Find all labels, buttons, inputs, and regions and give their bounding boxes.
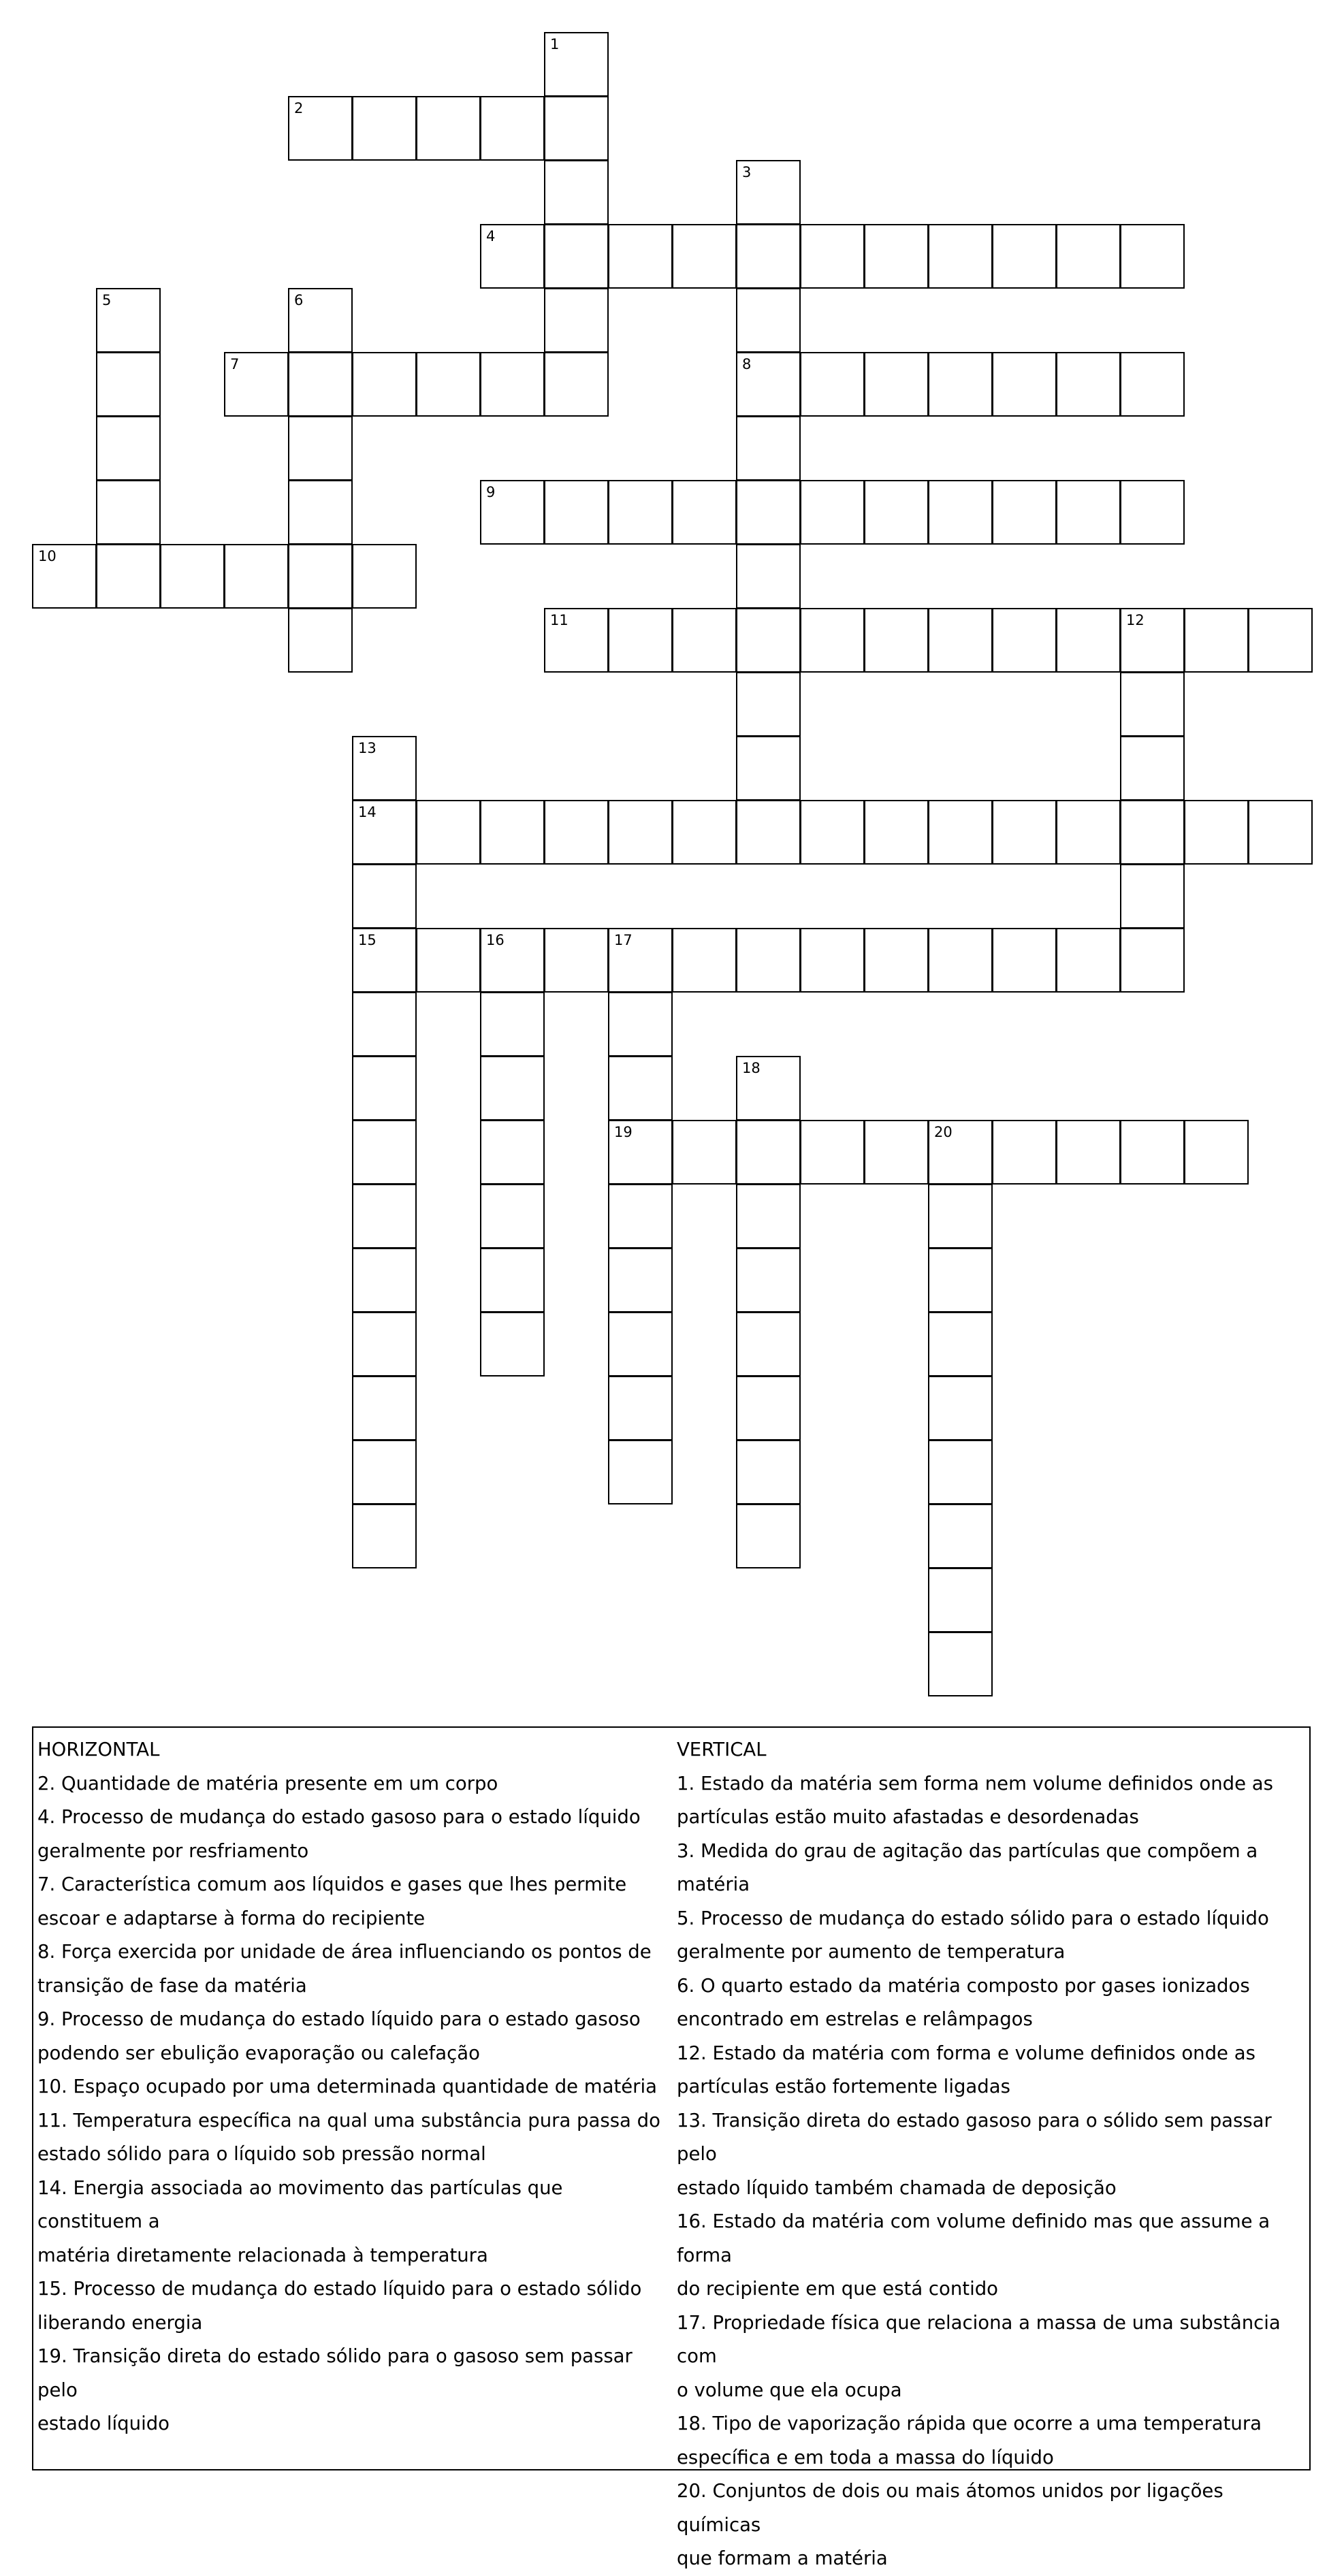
- crossword-cell[interactable]: [608, 1120, 673, 1185]
- crossword-cell[interactable]: [800, 480, 865, 545]
- crossword-cell[interactable]: [864, 480, 929, 545]
- crossword-cell[interactable]: [352, 800, 417, 865]
- clue-number: 19: [614, 1124, 633, 1140]
- clue-line: escoar e adaptarse à forma do recipiente: [37, 1907, 426, 1929]
- crossword-cell[interactable]: [736, 672, 801, 737]
- crossword-cell[interactable]: [928, 1568, 993, 1632]
- crossword-cell[interactable]: [608, 800, 673, 865]
- crossword-cell[interactable]: [928, 1632, 993, 1696]
- crossword-cell[interactable]: [96, 544, 161, 609]
- clue-number: 20: [934, 1124, 953, 1140]
- crossword-cell[interactable]: [1056, 928, 1121, 993]
- crossword-cell[interactable]: [608, 1248, 673, 1313]
- crossword-cell[interactable]: [608, 480, 673, 545]
- clue-line: 17. Propriedade física que relaciona a massa de uma substância com: [677, 2311, 1281, 2367]
- crossword-cell[interactable]: [480, 224, 545, 289]
- crossword-cell[interactable]: [672, 928, 737, 993]
- crossword-cell[interactable]: [608, 928, 673, 993]
- crossword-cell[interactable]: [736, 1120, 801, 1185]
- crossword-cell[interactable]: [96, 288, 161, 353]
- vertical-clue-list: [677, 1767, 1310, 2576]
- vertical-clues: [677, 1733, 1310, 2576]
- crossword-cell[interactable]: [352, 928, 417, 993]
- crossword-cell[interactable]: [1056, 224, 1121, 289]
- crossword-cell[interactable]: [800, 224, 865, 289]
- crossword-cell[interactable]: [96, 480, 161, 545]
- crossword-cell[interactable]: [608, 1312, 673, 1376]
- crossword-cell[interactable]: [608, 1440, 673, 1504]
- crossword-cell[interactable]: [736, 480, 801, 545]
- clue-line: 13. Transição direta do estado gasoso para o sólido sem passar pelo: [677, 2109, 1272, 2165]
- crossword-cell[interactable]: [1120, 1120, 1185, 1185]
- crossword-cell[interactable]: [736, 288, 801, 353]
- crossword-cell[interactable]: [992, 1120, 1057, 1185]
- clue-line: podendo ser ebulição evaporação ou calefação: [37, 2042, 480, 2064]
- crossword-cell[interactable]: [928, 480, 993, 545]
- horizontal-clue-list: [37, 1767, 671, 2441]
- crossword-cell[interactable]: [1248, 608, 1313, 673]
- clue-line: estado sólido para o líquido sob pressão normal: [37, 2143, 486, 2165]
- clue-number: 8: [742, 356, 752, 372]
- clue-line: 15. Processo de mudança do estado líquido para o estado sólido: [37, 2278, 642, 2300]
- crossword-cell[interactable]: [608, 1376, 673, 1440]
- crossword-cell[interactable]: [736, 352, 801, 417]
- crossword-cell[interactable]: [736, 1376, 801, 1440]
- crossword-cell[interactable]: [352, 96, 417, 161]
- crossword-cell[interactable]: [992, 608, 1057, 673]
- crossword-cell[interactable]: [1120, 608, 1185, 673]
- crossword-cell[interactable]: [800, 352, 865, 417]
- crossword-cell[interactable]: [544, 96, 609, 161]
- crossword-cell[interactable]: [672, 480, 737, 545]
- crossword-cell[interactable]: [224, 544, 289, 609]
- crossword-cell[interactable]: [736, 1248, 801, 1313]
- crossword-cell[interactable]: [480, 1248, 545, 1313]
- crossword-cell[interactable]: [736, 928, 801, 993]
- clue-line: 11. Temperatura específica na qual uma substância pura passa do: [37, 2109, 660, 2131]
- crossword-cell[interactable]: [608, 608, 673, 673]
- clue-line: 10. Espaço ocupado por uma determinada quantidade de matéria: [37, 2076, 657, 2097]
- crossword-cell[interactable]: [288, 544, 353, 609]
- crossword-cell[interactable]: [288, 416, 353, 481]
- clue-line: 19. Transição direta do estado sólido para o gasoso sem passar pelo: [37, 2345, 633, 2401]
- crossword-cell[interactable]: [480, 1056, 545, 1121]
- clue-line: 4. Processo de mudança do estado gasoso para o estado líquido: [37, 1806, 641, 1828]
- clue-number: 11: [550, 612, 569, 628]
- clue-line: o volume que ela ocupa: [677, 2379, 902, 2401]
- crossword-cell[interactable]: [352, 1312, 417, 1376]
- clue-line: estado líquido: [37, 2413, 170, 2434]
- crossword-cell[interactable]: [736, 800, 801, 865]
- crossword-cell[interactable]: [352, 1504, 417, 1568]
- crossword-cell[interactable]: [1056, 1120, 1121, 1185]
- crossword-cell[interactable]: [288, 480, 353, 545]
- crossword-cell[interactable]: [96, 416, 161, 481]
- crossword-cell[interactable]: [544, 288, 609, 353]
- clue-line: 6. O quarto estado da matéria composto por gases ionizados: [677, 1974, 1250, 1997]
- clues-box: [32, 1726, 1311, 2569]
- crossword-cell[interactable]: [288, 608, 353, 673]
- crossword-cell[interactable]: [480, 1312, 545, 1376]
- crossword-cell[interactable]: [480, 1184, 545, 1249]
- crossword-cell[interactable]: [544, 352, 609, 417]
- crossword-cell[interactable]: [608, 224, 673, 289]
- clue-line: 8. Força exercida por unidade de área influenciando os pontos de: [37, 1941, 652, 1963]
- crossword-cell[interactable]: [352, 544, 417, 609]
- crossword-cell[interactable]: [928, 928, 993, 993]
- crossword-cell[interactable]: [736, 160, 801, 225]
- crossword-cell[interactable]: [1120, 352, 1185, 417]
- crossword-cell[interactable]: [736, 224, 801, 289]
- crossword-cell[interactable]: [352, 1184, 417, 1249]
- clue-line: geralmente por aumento de temperatura: [677, 1941, 1066, 1963]
- crossword-cell[interactable]: [160, 544, 225, 609]
- clue-line: transição de fase da matéria: [37, 1974, 307, 1997]
- crossword-cell[interactable]: [864, 608, 929, 673]
- clue-line: 18. Tipo de vaporização rápida que ocorre a uma temperatura: [677, 2413, 1262, 2434]
- clue-line: liberando energia: [37, 2311, 203, 2334]
- crossword-cell[interactable]: [1056, 608, 1121, 673]
- crossword-cell[interactable]: [736, 1056, 801, 1121]
- crossword-cell[interactable]: [352, 1056, 417, 1121]
- crossword-cell[interactable]: [992, 800, 1057, 865]
- crossword-cell[interactable]: [480, 928, 545, 993]
- clue-line: matéria diretamente relacionada à temperatura: [37, 2244, 488, 2266]
- clue-number: 2: [294, 100, 304, 116]
- clue-number: 7: [230, 356, 240, 372]
- crossword-cell[interactable]: [928, 1248, 993, 1313]
- crossword-cell[interactable]: [928, 1312, 993, 1376]
- crossword-cell[interactable]: [1120, 224, 1185, 289]
- crossword-cell[interactable]: [224, 352, 289, 417]
- crossword-cell[interactable]: [288, 96, 353, 161]
- crossword-cell[interactable]: [928, 800, 993, 865]
- clue-number: 4: [486, 228, 496, 244]
- crossword-cell[interactable]: [800, 928, 865, 993]
- crossword-cell[interactable]: [992, 928, 1057, 993]
- crossword-cell[interactable]: [992, 224, 1057, 289]
- clue-line: específica e em toda a massa do líquido: [677, 2446, 1054, 2468]
- crossword-cell[interactable]: [928, 1440, 993, 1504]
- crossword-cell[interactable]: [800, 800, 865, 865]
- crossword-cell[interactable]: [800, 608, 865, 673]
- clue-line: partículas estão muito afastadas e desordenadas: [677, 1806, 1139, 1828]
- clue-number: 16: [486, 932, 505, 948]
- crossword-cell[interactable]: [928, 608, 993, 673]
- vertical-heading: VERTICAL: [677, 1739, 767, 1760]
- clue-number: 13: [358, 740, 377, 756]
- crossword-cell[interactable]: [544, 160, 609, 225]
- clue-number: 18: [742, 1060, 761, 1076]
- crossword-cell[interactable]: [1056, 352, 1121, 417]
- crossword-cell[interactable]: [928, 1504, 993, 1568]
- clue-line: 20. Conjuntos de dois ou mais átomos unidos por ligações químicas: [677, 2480, 1223, 2536]
- clue-line: encontrado em estrelas e relâmpagos: [677, 2008, 1033, 2030]
- crossword-cell[interactable]: [928, 352, 993, 417]
- crossword-cell[interactable]: [1120, 736, 1185, 801]
- clue-line: 12. Estado da matéria com forma e volume definidos onde as: [677, 2042, 1255, 2064]
- crossword-cell[interactable]: [736, 1504, 801, 1568]
- clue-line: 9. Processo de mudança do estado líquido para o estado gasoso: [37, 2008, 641, 2030]
- crossword-cell[interactable]: [736, 608, 801, 673]
- crossword-cell[interactable]: [416, 96, 481, 161]
- crossword-cell[interactable]: [608, 1184, 673, 1249]
- crossword-cell[interactable]: [352, 736, 417, 801]
- crossword-cell[interactable]: [352, 992, 417, 1057]
- crossword-cell[interactable]: [608, 992, 673, 1057]
- crossword-cell[interactable]: [1120, 672, 1185, 737]
- clue-line: geralmente por resfriamento: [37, 1839, 309, 1862]
- crossword-cell[interactable]: [672, 800, 737, 865]
- clue-number: 5: [102, 292, 112, 308]
- crossword-cell[interactable]: [864, 352, 929, 417]
- crossword-cell[interactable]: [992, 480, 1057, 545]
- crossword-cell[interactable]: [480, 480, 545, 545]
- crossword-cell[interactable]: [480, 96, 545, 161]
- horizontal-clues: [37, 1733, 671, 2441]
- crossword-cell[interactable]: [352, 864, 417, 929]
- crossword-cell[interactable]: [800, 1120, 865, 1185]
- crossword-cell[interactable]: [96, 352, 161, 417]
- clue-number: 15: [358, 932, 377, 948]
- crossword-cell[interactable]: [928, 1120, 993, 1185]
- crossword-cell[interactable]: [288, 352, 353, 417]
- crossword-cell[interactable]: [672, 1120, 737, 1185]
- crossword-cell[interactable]: [1120, 480, 1185, 545]
- crossword-cell[interactable]: [864, 928, 929, 993]
- crossword-cell[interactable]: [480, 352, 545, 417]
- clue-line: 3. Medida do grau de agitação das partículas que compõem a: [677, 1839, 1258, 1862]
- crossword-cell[interactable]: [1056, 800, 1121, 865]
- crossword-cell[interactable]: [480, 992, 545, 1057]
- crossword-cell[interactable]: [864, 1120, 929, 1185]
- crossword-cell[interactable]: [736, 736, 801, 801]
- clue-number: 17: [614, 932, 633, 948]
- crossword-cell[interactable]: [1120, 928, 1185, 993]
- crossword-cell[interactable]: [32, 544, 97, 609]
- clue-line: 16. Estado da matéria com volume definido mas que assume a forma: [677, 2210, 1270, 2266]
- crossword-cell[interactable]: [672, 224, 737, 289]
- crossword-cell[interactable]: [544, 800, 609, 865]
- crossword-cell[interactable]: [928, 1376, 993, 1440]
- crossword-cell[interactable]: [736, 1184, 801, 1249]
- crossword-cell[interactable]: [416, 800, 481, 865]
- crossword-cell[interactable]: [864, 224, 929, 289]
- clue-line: matéria: [677, 1873, 750, 1895]
- crossword-cell[interactable]: [1248, 800, 1313, 865]
- crossword-cell[interactable]: [736, 416, 801, 481]
- crossword-cell[interactable]: [1184, 800, 1249, 865]
- crossword-cell[interactable]: [928, 224, 993, 289]
- crossword-cell[interactable]: [352, 1120, 417, 1185]
- crossword-cell[interactable]: [736, 1312, 801, 1376]
- horizontal-heading: HORIZONTAL: [37, 1739, 160, 1760]
- crossword-cell[interactable]: [1184, 1120, 1249, 1185]
- clue-line: 14. Energia associada ao movimento das partículas que constituem a: [37, 2176, 563, 2232]
- crossword-cell[interactable]: [992, 352, 1057, 417]
- crossword-cell[interactable]: [736, 544, 801, 609]
- clue-line: 7. Característica comum aos líquidos e gases que lhes permite: [37, 1873, 627, 1895]
- crossword-cell[interactable]: [1120, 864, 1185, 929]
- crossword-cell[interactable]: [416, 928, 481, 993]
- crossword-cell[interactable]: [544, 224, 609, 289]
- crossword-cell[interactable]: [480, 800, 545, 865]
- clue-line: estado líquido também chamada de deposição: [677, 2176, 1117, 2199]
- clue-line: 2. Quantidade de matéria presente em um corpo: [37, 1772, 498, 1794]
- crossword-cell[interactable]: [544, 32, 609, 97]
- crossword-cell[interactable]: [928, 1184, 993, 1249]
- clue-line: que formam a matéria: [677, 2547, 888, 2569]
- crossword-cell[interactable]: [1120, 800, 1185, 865]
- crossword-cell[interactable]: [672, 608, 737, 673]
- clue-number: 14: [358, 804, 377, 820]
- crossword-cell[interactable]: [1056, 480, 1121, 545]
- crossword-cell[interactable]: [864, 800, 929, 865]
- crossword-cell[interactable]: [608, 1056, 673, 1121]
- crossword-cell[interactable]: [352, 1440, 417, 1504]
- clue-line: 1. Estado da matéria sem forma nem volume definidos onde as: [677, 1772, 1273, 1794]
- clue-number: 9: [486, 484, 496, 500]
- clue-number: 10: [38, 548, 57, 564]
- crossword-cell[interactable]: [288, 288, 353, 353]
- clue-line: partículas estão fortemente ligadas: [677, 2076, 1010, 2097]
- clue-number: 12: [1126, 612, 1145, 628]
- clue-line: do recipiente em que está contido: [677, 2278, 998, 2300]
- clue-number: 3: [742, 164, 752, 180]
- crossword-cell[interactable]: [544, 480, 609, 545]
- crossword-cell[interactable]: [352, 1376, 417, 1440]
- crossword-cell[interactable]: [544, 608, 609, 673]
- crossword-cell[interactable]: [352, 352, 417, 417]
- crossword-cell[interactable]: [1184, 608, 1249, 673]
- crossword-cell[interactable]: [416, 352, 481, 417]
- crossword-cell[interactable]: [352, 1248, 417, 1313]
- crossword-cell[interactable]: [480, 1120, 545, 1185]
- clue-line: 5. Processo de mudança do estado sólido para o estado líquido: [677, 1907, 1269, 1929]
- clue-number: 6: [294, 292, 304, 308]
- crossword-cell[interactable]: [544, 928, 609, 993]
- clue-number: 1: [550, 36, 560, 52]
- crossword-cell[interactable]: [736, 1440, 801, 1504]
